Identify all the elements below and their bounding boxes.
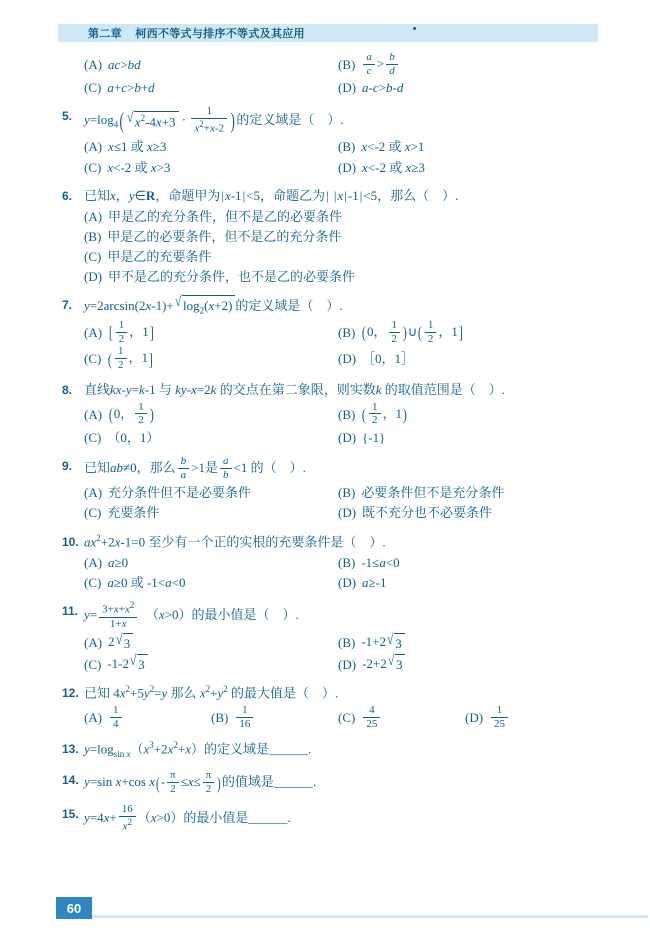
option-text: a≥-1: [362, 575, 387, 591]
question-item: [62, 738, 592, 762]
question-item: [62, 105, 592, 177]
option-d[interactable]: [338, 573, 592, 593]
option-text: -2+2 √ 3: [362, 654, 405, 676]
option-b[interactable]: [338, 402, 592, 428]
option-a[interactable]: [84, 402, 338, 428]
option-b[interactable]: [338, 137, 592, 157]
question-stem-row: [62, 803, 592, 834]
option-a[interactable]: [84, 52, 338, 78]
option-row: [84, 78, 592, 98]
option-text: （0，1）: [107, 429, 160, 445]
option-a[interactable]: [84, 632, 338, 654]
option-c[interactable]: [84, 346, 338, 372]
option-label: (B): [211, 709, 229, 725]
option-label: (B): [338, 485, 356, 501]
option-row: [84, 483, 592, 503]
option-b[interactable]: [338, 52, 592, 78]
question-number: 12.: [62, 686, 79, 701]
option-d[interactable]: [338, 503, 592, 523]
option-text: x<-2 或 x≥3: [362, 159, 425, 175]
option-text: ( $\frac{1}{2}$ ，1]: [108, 345, 153, 371]
option-a[interactable]: [84, 553, 338, 573]
question-stem-row: [62, 455, 592, 482]
option-text: (0， $\frac{1}{2}$ ): [108, 400, 154, 427]
option-b[interactable]: [84, 227, 592, 247]
question-item: [62, 379, 592, 448]
question-stem: $ax^2+2x-1=0$ 至少有一个正的实根的充要条件是（ ）.: [84, 532, 386, 549]
question-number: 9.: [62, 459, 73, 473]
option-label: (A): [84, 555, 103, 571]
option-text: $\frac{a}{c}$ > $\frac{b}{d}$: [361, 52, 399, 78]
page-number: 60: [56, 897, 92, 919]
option-b[interactable]: [338, 553, 592, 573]
option-label: (C): [84, 159, 102, 175]
option-row: [84, 402, 592, 428]
option-label: (D): [338, 159, 357, 175]
question-stem-row: [62, 294, 592, 319]
option-label: (A): [84, 485, 103, 501]
option-text: a-c>b-d: [362, 80, 404, 96]
option-d[interactable]: [84, 267, 592, 287]
option-text: x<-2 或 x>3: [107, 159, 171, 175]
question-number: 8.: [62, 383, 73, 398]
option-label: (A): [84, 139, 103, 155]
header-chapter-number: 第二章: [88, 28, 122, 40]
option-text: ac>bd: [108, 57, 141, 73]
option-label: (D): [338, 575, 357, 591]
option-row: [84, 52, 592, 78]
option-label: (B): [338, 555, 356, 571]
option-row: [84, 553, 592, 573]
question-number: 6.: [62, 188, 73, 203]
option-a[interactable]: [84, 137, 338, 157]
page-header: [58, 24, 598, 44]
question-item: [62, 185, 592, 288]
option-text: -1+2 √ 3: [361, 632, 404, 654]
option-label: (A): [84, 57, 103, 73]
question-number: 5.: [62, 109, 73, 124]
option-label: (B): [338, 139, 356, 155]
question-number: 10.: [62, 534, 79, 549]
option-label: (A): [84, 208, 103, 224]
option-text: a≥0: [108, 555, 129, 571]
question-stem: 直线kx-y=k-1 与 ky-x=2k 的交点在第二象限，则实数k 的取值范围是（ ）.: [84, 382, 506, 398]
exercise-list: [62, 52, 592, 841]
question-stem-row: [62, 379, 592, 400]
question-stem-row: [62, 600, 592, 631]
question-stem: 已知ab≠0，那么 $\frac{b}{a}$ >1是 $\frac{a}{b}$ <1 的（ ）.: [84, 455, 306, 481]
question-item: [62, 682, 592, 731]
option-row: [84, 320, 592, 346]
option-text: $\frac{4}{25}$: [361, 705, 382, 731]
question-stem-row: [62, 682, 592, 703]
option-c[interactable]: [84, 158, 338, 178]
question-item: [62, 294, 592, 372]
option-c[interactable]: [84, 428, 338, 448]
question-number: 13.: [62, 742, 79, 757]
page-footer: [56, 897, 166, 921]
question-stem: y=sin x+cos x(- $\frac{\pi}{2}$ ≤x≤ $\frac{\pi}{2}$ )的值域是______.: [84, 769, 317, 795]
header-chapter-name: 柯西不等式与排序不等式及其应用: [135, 28, 305, 40]
question-stem-row: [62, 531, 592, 552]
question-item: [62, 52, 592, 98]
question-item: [62, 600, 592, 675]
option-label: (C): [84, 575, 102, 591]
question-stem-row: [62, 738, 592, 762]
option-text: a+c>b+d: [107, 80, 155, 96]
option-d[interactable]: [338, 158, 592, 178]
option-text: $\frac{1}{16}$: [234, 705, 255, 731]
option-d[interactable]: [338, 78, 592, 98]
option-b[interactable]: [338, 483, 592, 503]
question-stem: y=2arcsin(2x-1)+ √ $\log_2(x+2)$ 的定义域是（ ）.: [84, 294, 592, 319]
option-label: (A): [84, 406, 103, 422]
option-text: {-1}: [362, 429, 386, 445]
option-text: a≥0 或 -1<a<0: [107, 575, 186, 591]
option-c[interactable]: [84, 654, 338, 676]
question-stem: $y=\log_{sin x}(x^3+2x^2+x)$的定义域是______.: [84, 740, 312, 760]
question-number: 15.: [62, 807, 79, 822]
option-row: [84, 654, 592, 676]
question-item: [62, 455, 592, 524]
option-c[interactable]: [84, 573, 338, 593]
option-text: [ $\frac{1}{2}$ ，1]: [108, 318, 154, 345]
option-text: $\frac{1}{25}$: [489, 705, 510, 731]
question-number: 11.: [62, 604, 79, 619]
option-label: (B): [84, 228, 102, 244]
option-label: (D): [338, 505, 357, 521]
option-label: (C): [84, 80, 102, 96]
option-text: ( $\frac{1}{2}$ ，1): [362, 400, 407, 427]
option-text: -1-2 √ 3: [107, 654, 147, 676]
question-stem: y= $\frac{3+x+x^2}{1+x}$ （x>0）的最小值是（ ）.: [84, 600, 299, 630]
option-text: -1≤a<0: [361, 555, 400, 571]
question-item: [62, 803, 592, 834]
option-label: (D): [338, 80, 357, 96]
question-stem: y=4x+ $\frac{16}{x^2}$ （x>0）的最小值是______.: [84, 803, 291, 833]
option-label: (D): [84, 269, 103, 285]
option-text: x<-2 或 x>1: [361, 139, 425, 155]
question-stem-row: [62, 185, 592, 206]
option-text: 充分条件但不是必要条件: [108, 485, 252, 501]
option-label: (A): [84, 709, 103, 725]
option-label: (D): [338, 351, 357, 367]
question-number: 14.: [62, 773, 79, 788]
header-dot-icon: [413, 27, 416, 30]
option-row: [84, 346, 592, 372]
option-b[interactable]: [338, 320, 592, 346]
question-stem: $y=\log_4$( √ $x^2-4x+3$ · $\frac{1}{x^2+x-2}$ )的定义域是（ ）.: [84, 105, 344, 135]
option-label: (A): [84, 634, 103, 650]
option-row: [84, 503, 592, 523]
option-c[interactable]: [84, 78, 338, 98]
option-row: [84, 428, 592, 448]
option-label: (C): [84, 249, 102, 265]
question-item: [62, 769, 592, 796]
option-d[interactable]: [338, 428, 592, 448]
option-label: (C): [84, 656, 102, 672]
option-label: (B): [338, 57, 356, 73]
option-label: (C): [84, 351, 102, 367]
option-text: x≤1 或 x≥3: [108, 139, 167, 155]
option-row: [84, 705, 592, 731]
option-row: [84, 632, 592, 654]
option-label: (C): [84, 505, 102, 521]
option-d[interactable]: [338, 654, 592, 676]
option-c[interactable]: [338, 705, 465, 731]
option-text: 甲不是乙的充分条件，也不是乙的必要条件: [108, 269, 356, 285]
option-a[interactable]: [84, 320, 338, 346]
option-text: ［0，1］: [362, 351, 415, 367]
option-label: (D): [338, 429, 357, 445]
option-text: 甲是乙的充要条件: [107, 249, 212, 265]
option-row: [84, 573, 592, 593]
option-d[interactable]: [465, 705, 592, 731]
option-a[interactable]: [84, 483, 338, 503]
question-number: 7.: [62, 298, 73, 313]
option-a[interactable]: [84, 705, 211, 731]
option-text: 2 √ 3: [108, 632, 133, 654]
option-text: 甲是乙的充分条件，但不是乙的必要条件: [108, 208, 343, 224]
option-c[interactable]: [84, 247, 592, 267]
question-stem: 已知x，y∈R，命题甲为|x-1|<5，命题乙为| |x|-1|<5，那么（ ）.: [84, 187, 459, 203]
option-row: [84, 158, 592, 178]
option-b[interactable]: [211, 705, 338, 731]
option-label: (D): [338, 656, 357, 672]
option-row: [84, 137, 592, 157]
question-stem-row: [62, 769, 592, 796]
option-text: 充要条件: [107, 505, 160, 521]
footer-rule: [92, 915, 648, 918]
option-label: (A): [84, 324, 103, 340]
question-stem: 已知 $4x^2+5y^2=y$ 那么 $x^2+y^2$ 的最大值是（ ）.: [84, 684, 339, 701]
option-b[interactable]: [338, 632, 592, 654]
option-a[interactable]: [84, 207, 592, 227]
option-label: (D): [465, 709, 484, 725]
option-text: 甲是乙的必要条件，但不是乙的充分条件: [107, 228, 342, 244]
option-text: 必要条件但不是充分条件: [361, 485, 505, 501]
option-label: (B): [338, 324, 356, 340]
question-stem-row: [62, 105, 592, 136]
option-d[interactable]: [338, 346, 592, 372]
option-label: (B): [338, 634, 356, 650]
option-label: (C): [338, 709, 356, 725]
header-chapter-title: [88, 25, 305, 41]
option-label: (B): [338, 406, 356, 422]
option-c[interactable]: [84, 503, 338, 523]
option-text: $\frac{1}{4}$: [108, 705, 124, 731]
option-label: (C): [84, 429, 102, 445]
option-text: (0， $\frac{1}{2}$ )∪( $\frac{1}{2}$ ，1]: [362, 318, 463, 345]
option-text: 既不充分也不必要条件: [362, 505, 493, 521]
question-item: [62, 531, 592, 594]
